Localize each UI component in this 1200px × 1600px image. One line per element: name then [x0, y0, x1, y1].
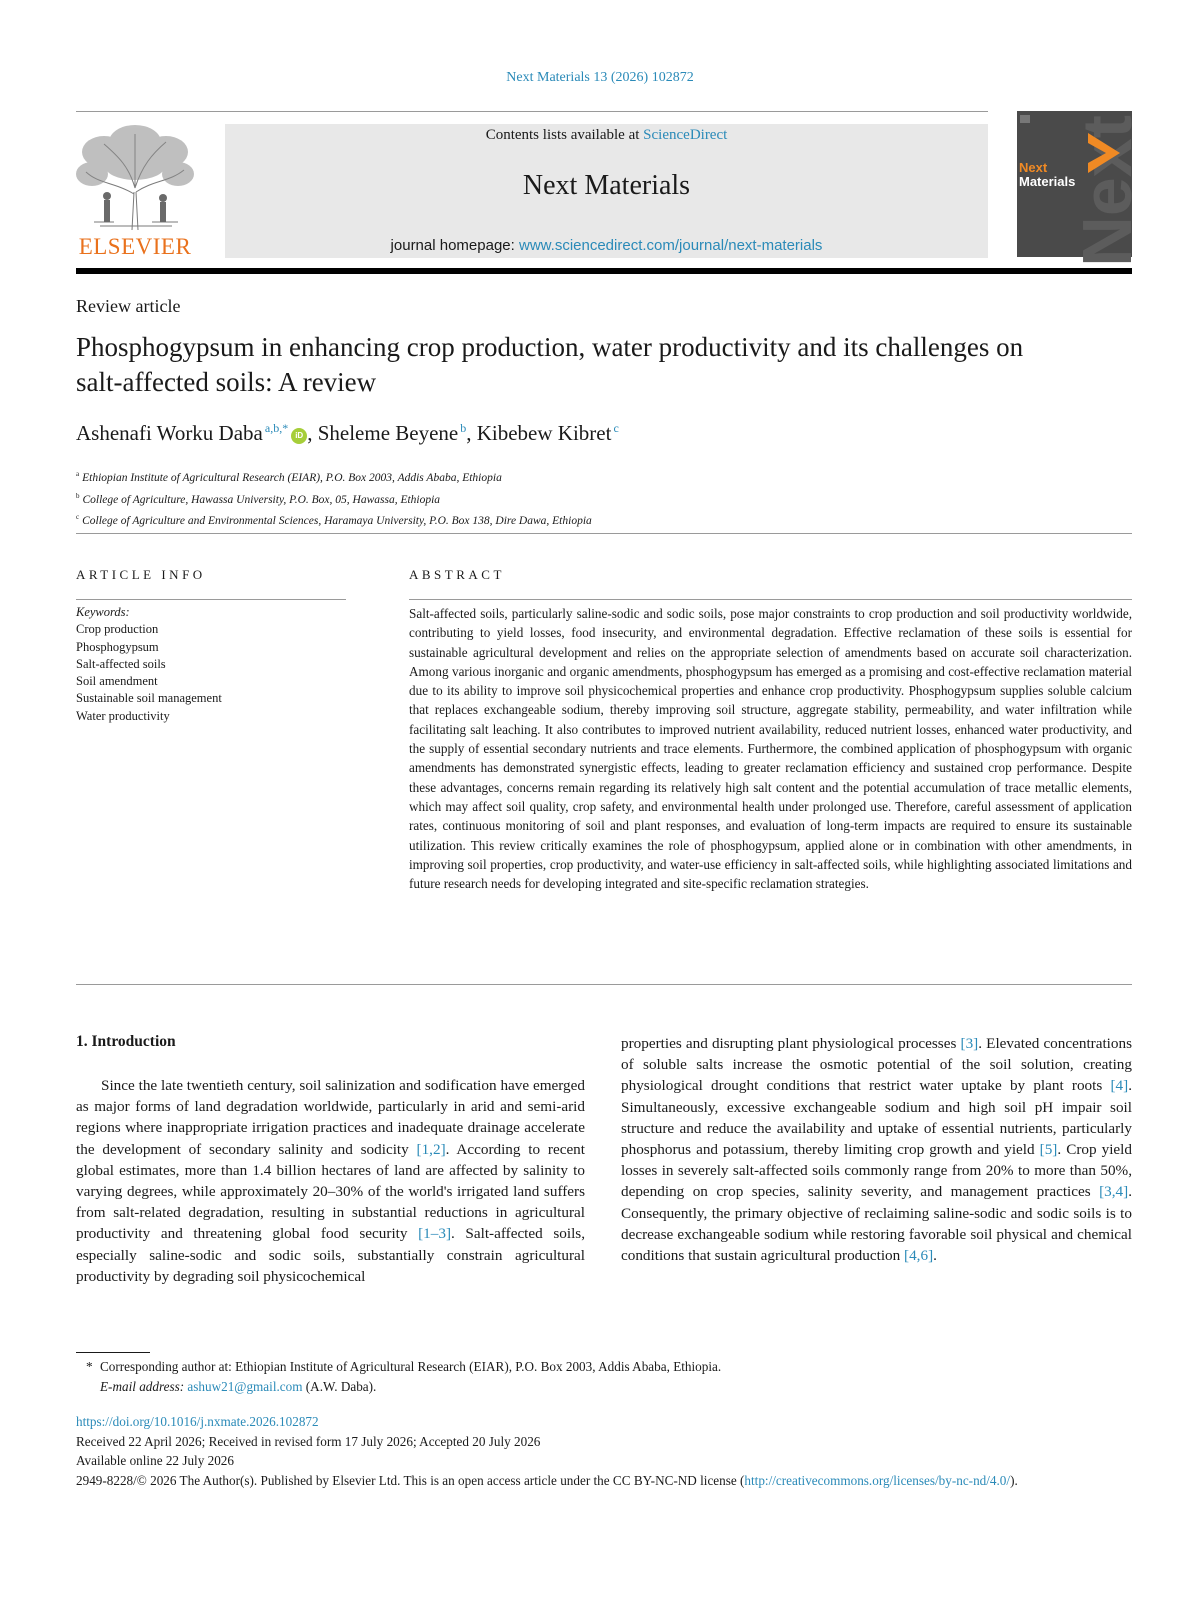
author-affil-marks[interactable]: b — [460, 421, 467, 435]
abstract-divider — [409, 599, 1132, 600]
elsevier-logo — [74, 122, 196, 258]
keyword-item: Crop production — [76, 622, 159, 637]
affiliation-item: $^b$ College of Agriculture, Hawassa University, P.O. Box, 05, Hawassa, Ethiopia — [76, 491, 441, 506]
intro-column-right: properties and disrupting plant physiological processes [3]. Elevated concentrations of soluble salts increase the osmotic potential of the soil solution, creating physiological drought conditions that restrict water uptake by plant roots [4]. Simultaneously, excessive exchangeable sodium and high soil pH impair soil structure and reduce the availability and uptake of essential nutrients, particularly phosphorus and potassium, thereby limiting crop growth and yield [5]. Crop yield losses in severely salt-affected soils commonly range from 20% to more than 50%, depending on crop species, salinity severity, and management practices [3,4]. Consequently, the primary objective of reclaiming saline-sodic and sodic soils is to decrease exchangeable sodium while restoring favorable soil physical and chemical conditions that sustain agricultural production [4,6]. — [621, 1035, 1133, 1265]
elsevier-wordmark: ELSEVIER — [78, 234, 192, 259]
elsevier-tree-icon — [74, 122, 196, 232]
author-affil-marks[interactable]: c — [613, 421, 619, 435]
license-link[interactable]: http://creativecommons.org/licenses/by-nc-nd/4.0/ — [744, 1472, 1011, 1488]
citation-link[interactable]: [1–3] — [418, 1225, 452, 1243]
citation-link[interactable]: [3,4] — [1099, 1183, 1129, 1201]
footnote-star: * — [86, 1359, 93, 1374]
keyword-item: Phosphogypsum — [76, 639, 159, 654]
author-list: Ashenafi Worku Daba $^{a,b,*}$iD , Sheleme Beyene $^b$, Kibebew Kibret $^c$ — [76, 421, 619, 445]
citation-link[interactable]: [4,6] — [904, 1247, 934, 1265]
keyword-item: Salt-affected soils — [76, 656, 166, 671]
email-link[interactable]: ashuw21@gmail.com — [187, 1378, 303, 1394]
citation-link[interactable]: [5] — [1039, 1141, 1058, 1159]
article-meta-footer — [76, 1412, 1132, 1490]
article-title: Phosphogypsum in enhancing crop production, water productivity and its challenges on salt-affected soils: A review — [76, 332, 1024, 397]
cover-title-line1: Next — [1019, 160, 1048, 175]
author-name[interactable]: Kibebew Kibret — [476, 421, 612, 445]
keyword-item: Water productivity — [76, 708, 170, 723]
article-type: Review article — [76, 296, 181, 316]
citation-link[interactable]: [4] — [1110, 1077, 1129, 1095]
footnote-divider — [76, 1352, 150, 1353]
intro-column-left: Since the late twentieth century, soil salinization and sodification have emerged as major forms of land degradation worldwide, particularly in arid and semi-arid regions where inappropriate irrigation practices and inadequate drainage accelerate the development of secondary salinity and sodicity [1,2]. According to recent global estimates, more than 1.4 billion hectares of land are affected by salinity to varying degrees, while approximately 20–30% of the world's irrigated land suffers from salt-related degradation, resulting in substantial reductions in agricultural productivity and threatening global food security [1–3]. Salt-affected soils, especially saline-sodic and sodic soils, substantially constrain agricultural productivity by degrading soil physicochemical — [76, 1077, 586, 1285]
affiliation-list — [76, 466, 592, 531]
abstract-text: Salt-affected soils, particularly saline-sodic and sodic soils, pose major constraints to crop production and soil productivity worldwide, contributing to yield losses, food insecurity, and environmental degradation. Effective reclamation of these soils is essential for sustainable agricultural development and relies on the appropriate selection of amendments based on accurate soil characterization. Among various inorganic and organic amendments, phosphogypsum has emerged as a promising and cost-effective reclamation material due to its ability to improve soil physicochemical properties and enhance crop productivity. Phosphogypsum supplies soluble calcium that replaces exchangeable sodium, thereby improving soil structure, aggregate stability, permeability, and water infiltration while facilitating salt leaching. It also contributes to improved nutrient availability, reduced nutrient losses, enhanced water productivity, and the supply of essential secondary nutrients and trace elements. Furthermore, the combined application of phosphogypsum with organic amendments has demonstrated synergistic effects, leading to greater reclamation efficiency and sustained crop performance. Despite these advantages, concerns remain regarding its relatively high salt content and the potential accumulation of trace metallic elements, which may affect soil quality, crop safety, and environmental health under prolonged use. Therefore, careful assessment of application rates, continuous monitoring of soil and plant responses, and evaluation of long-term impacts are required to ensure its sustainable utilization. This review critically examines the role of phosphogypsum, applied alone or in combination with other amendments, in improving soil properties, crop productivity, and water-use efficiency in salt-affected soils, while highlighting associated limitations and future research needs for developing integrated and site-specific reclamation strategies. — [409, 606, 1132, 892]
journal-homepage-link[interactable]: www.sciencedirect.com/journal/next-materials — [518, 237, 823, 254]
contents-available-line: Contents lists available at ScienceDirect — [485, 127, 728, 143]
cover-title-line2: Materials — [1019, 174, 1076, 189]
keywords-block — [76, 604, 222, 725]
citation-link[interactable]: [3] — [960, 1035, 979, 1052]
journal-cover-thumbnail[interactable] — [1017, 111, 1146, 267]
article-info-divider — [76, 599, 346, 600]
journal-homepage-line: journal homepage: www.sciencedirect.com/journal/next-materials — [390, 237, 823, 254]
author-name[interactable]: Sheleme Beyene — [317, 421, 459, 445]
license-text: 2949-8228/© 2026 The Author(s). Published by Elsevier Ltd. This is an open access article under the CC BY-NC-ND license (http://creativecommons.org/licenses/by-nc-nd/4.0/). — [76, 1472, 1018, 1488]
citation-link[interactable]: [1,2] — [416, 1140, 446, 1158]
journal-title: Next Materials — [522, 170, 691, 201]
affiliation-divider — [76, 533, 1132, 534]
keywords-label: Keywords: — [76, 605, 130, 619]
corresponding-author-footnote — [86, 1357, 721, 1396]
keyword-item: Soil amendment — [76, 674, 158, 689]
affiliation-item: $^a$ Ethiopian Institute of Agricultural Research (EIAR), P.O. Box 2003, Addis Ababa, Ethiopia — [76, 470, 502, 484]
journal-citation[interactable]: Next Materials 13 (2026) 102872 — [506, 70, 694, 85]
cover-chevron-icon — [1080, 129, 1128, 177]
cover-title — [1019, 161, 1075, 189]
author-name[interactable]: Ashenafi Worku Daba — [76, 421, 263, 445]
orcid-icon[interactable]: iD — [291, 428, 307, 444]
corresponding-author-text: Corresponding author at: Ethiopian Institute of Agricultural Research (EIAR), P.O. Box 2003, Addis Ababa, Ethiopia. — [100, 1359, 722, 1374]
abstract-heading: ABSTRACT — [409, 567, 505, 582]
top-divider — [76, 111, 988, 112]
available-online: Available online 22 July 2026 — [76, 1453, 234, 1468]
article-info-heading: ARTICLE INFO — [76, 567, 206, 582]
affiliation-item: $^c$ College of Agriculture and Environmental Sciences, Haramaya University, P.O. Box 138, Dire Dawa, Ethiopia — [76, 513, 592, 527]
received-dates: Received 22 April 2026; Received in revised form 17 July 2026; Accepted 20 July 2026 — [76, 1433, 541, 1449]
doi-link[interactable]: https://doi.org/10.1016/j.nxmate.2026.102872 — [76, 1414, 319, 1429]
header-thick-divider — [76, 268, 1132, 274]
abstract-bottom-divider — [76, 984, 1132, 985]
author-affil-marks[interactable]: a,b,* — [264, 421, 289, 435]
cover-big-text: Next — [1068, 115, 1146, 267]
introduction-heading: 1. Introduction — [76, 1033, 176, 1050]
cover-logo-mark — [1020, 115, 1030, 123]
email-line: E-mail address: ashuw21@gmail.com (A.W. Daba). — [100, 1378, 377, 1394]
sciencedirect-link[interactable]: ScienceDirect — [643, 127, 728, 143]
keyword-item: Sustainable soil management — [76, 691, 222, 706]
